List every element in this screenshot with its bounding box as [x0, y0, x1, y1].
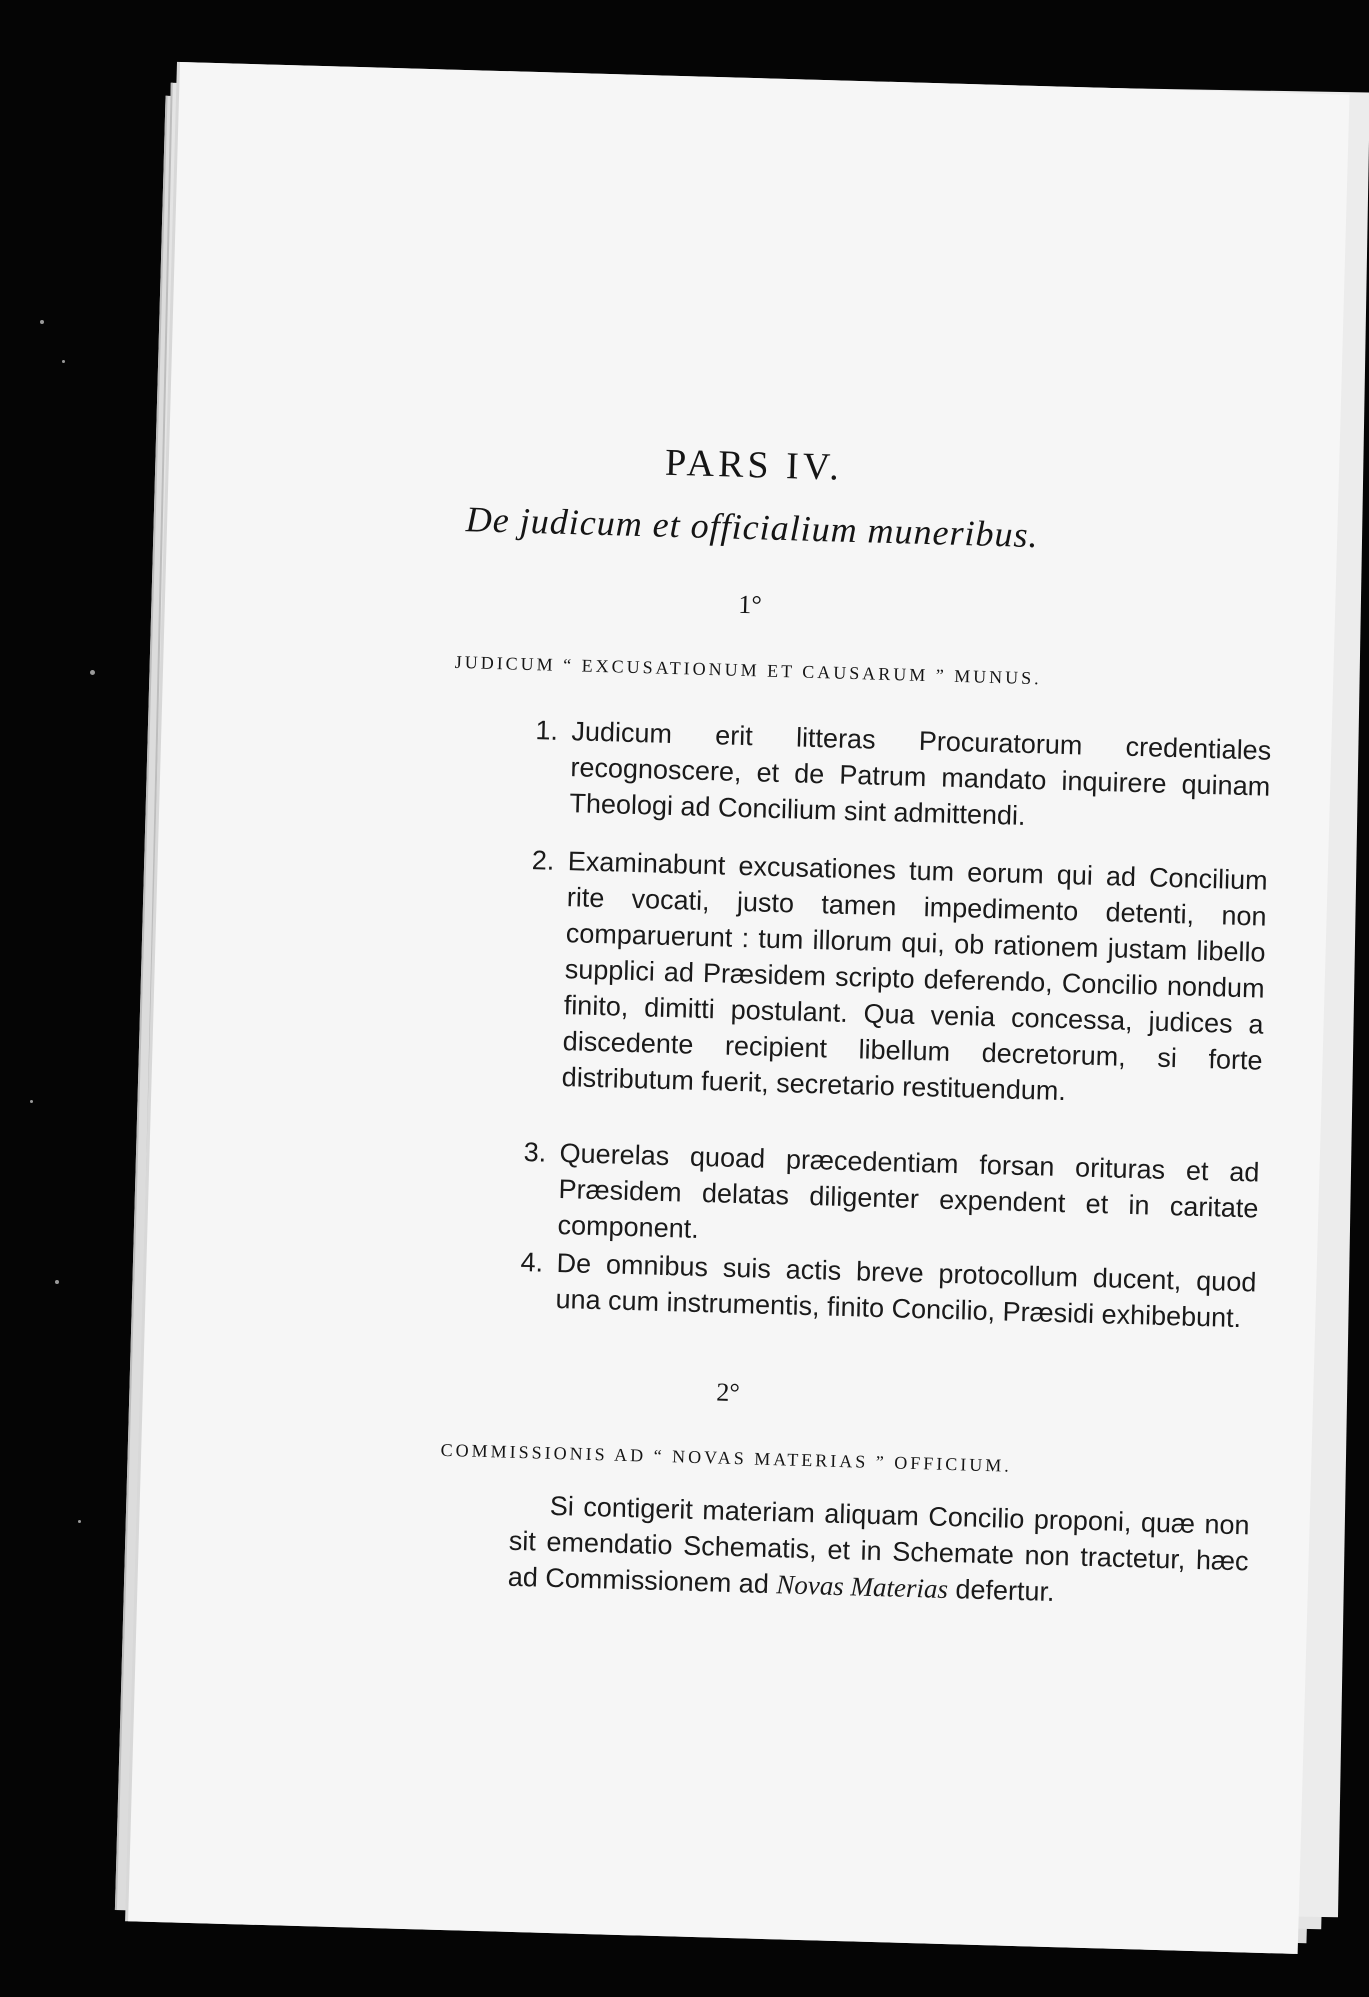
- numbered-paragraph: [531, 843, 1268, 1114]
- scan-noise: [78, 1520, 81, 1523]
- numbered-paragraph: [535, 713, 1272, 841]
- paragraph-text: Judicum erit litteras Procuratorum credentiales recognoscere, et de Patrum mandato inquirere quinam Theologi ad Concilium sint admittendi.: [569, 716, 1272, 831]
- section-number: 2°: [715, 1377, 741, 1408]
- section-heading: JUDICUM “ EXCUSATIONUM ET CAUSARUM ” MUNUS.: [454, 651, 1043, 689]
- paragraph-text: Si contigerit materiam aliquam Concilio proponi, quæ non sit emendatio Schematis, et in Schemate non tractetur, hæc ad Commissionem ad: [507, 1490, 1250, 1600]
- scan-noise: [90, 670, 95, 675]
- part-subtitle: De judicum et officialium muneribus.: [465, 499, 1040, 556]
- paragraph-number: 4.: [520, 1246, 544, 1278]
- italic-term: Novas Materias: [775, 1569, 949, 1605]
- paragraph-text: Examinabunt excusationes tum eorum qui ad Concilium rite vocati, justo tamen impedimento detenti, non comparuerunt : tum illorum qui, ob rationem justam libello supplici ad Præsidem scripto deferendo, Concilio nondum finito, dimitti postulant. Qua venia concessa, judices a discedente recipient libellum decretorum, si forte distributum fuerit, secretario restituendum.: [561, 846, 1268, 1107]
- part-title: PARS IV.: [664, 441, 844, 489]
- numbered-paragraph: [523, 1135, 1260, 1263]
- paragraph-text: Querelas quoad præcedentiam forsan orituras et ad Præsidem delatas diligenter expendent et in caritate component.: [557, 1138, 1260, 1244]
- scan-noise: [55, 1280, 59, 1284]
- paragraph-number: 2.: [531, 845, 555, 876]
- paragraph-number: 3.: [523, 1137, 547, 1168]
- page-content: [180, 62, 1350, 1608]
- section-number: 1°: [737, 589, 763, 620]
- section-heading: COMMISSIONIS AD “ NOVAS MATERIAS ” OFFICIUM.: [440, 1439, 1013, 1476]
- paragraph-number: 1.: [535, 715, 559, 746]
- scan-noise: [62, 360, 65, 363]
- scan-noise: [40, 320, 44, 324]
- paragraph-text: De omnibus suis actis breve protocollum ducent, quod una cum instrumentis, finito Concilio, Præsidi exhibebunt.: [555, 1247, 1257, 1334]
- book-page: [128, 62, 1349, 1954]
- body-paragraph: [507, 1487, 1250, 1616]
- scan-noise: [30, 1100, 33, 1103]
- paragraph-text: defertur.: [947, 1574, 1055, 1608]
